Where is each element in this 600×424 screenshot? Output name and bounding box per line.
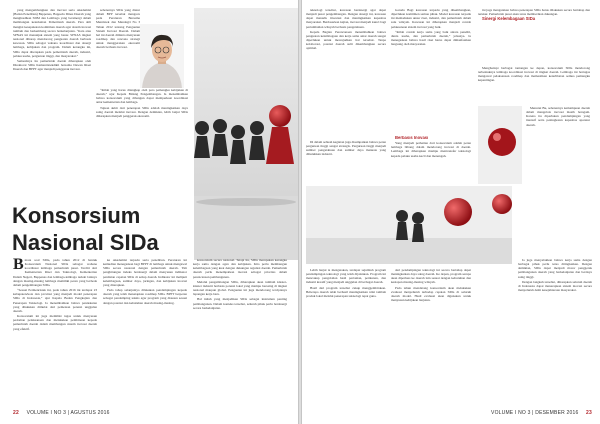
paragraph: Pada tahun mendatang konsorsium akan melakukan evaluasi menyeluruh terhadap capaian SIDa di seluruh daerah model. Hasil evaluasi akan digunakan untuk menyusun kebijakan lanjutan.	[391, 285, 471, 303]
pawns-photo-base	[194, 196, 298, 260]
paragraph: Hal inilah yang menjadikan SIDa sebagai instrumen penting pembangunan. Dalam konteks tersebut, seluruh pihak perlu bersinergi secara berkelanjutan.	[193, 297, 287, 310]
paragraph: Di dalam sebuah kegiatan juga disampaikan bahwa peran perguruan tinggi sangat strategis. Perguruan tinggi menjadi sumber pengetahuan dan sumber daya manusia yang dibutuhkan industri.	[306, 140, 386, 157]
portrait-photo	[140, 24, 184, 88]
left-column-2-mid	[96, 88, 188, 196]
left-column-2-top	[96, 8, 140, 88]
paragraph	[13, 258, 97, 287]
paragraph: Semestinya itu pemerintah daerah diharapkan oleh Direktorat SIDa Kemenristekdikti bersama Dewan Riset Daerah dan BPPT agar menjadi penggerak inovasi.	[13, 58, 91, 72]
paragraph: Menurut Bu, sebenarnya kemampuan daerah dalam mengelola inovasi masih beragam. Karena itu diperlukan pendampingan yang intensif serta peningkatan kapasitas aparatur daerah.	[526, 106, 590, 127]
article-title-line-2: Nasional SIDa	[12, 230, 159, 255]
left-column-1-top	[13, 8, 91, 196]
center-photo	[306, 186, 512, 264]
paragraph: Melalui pengembangan SIDa, diharapkan akan tumbuh klaster-klaster industri berbasis potensi lokal yang mampu bersaing di tingkat nasional maupun global. Penguatan ini juga mendorong terciptanya lapangan kerja baru.	[193, 279, 287, 297]
section-subheading: Sinergi Kelembagaan SIDa	[482, 16, 536, 22]
paragraph: dari pendampingan teknologi ini secara bertahap dapat meningkatkan daya saing daerah. Ke depan, program serupa akan diperluas ke daerah lain sesuai dengan kebutuhan dan kesiapan masing-masing wilayah.	[391, 268, 471, 285]
paragraph: Pada tahap selanjutnya dilakukan pendampingan kepada daerah yang telah menetapkan roadmap SIDa. BPPT berperan sebagai pendamping teknis agar program yang disusun sesuai dengan potensi dan kebutuhan daerah masing-masing.	[103, 288, 187, 305]
page-number: 23	[586, 410, 592, 416]
paragraph: Ia juga menyebutkan bahwa kerja sama dengan berbagai pihak perlu terus ditingkatkan. Dengan demikian, SIDa dapat menjadi motor penggerak pembangunan daerah yang berkelanjutan dan berdaya saing tinggi.	[518, 258, 592, 279]
pawns-photo	[194, 8, 298, 196]
paragraph: Yang menjadi perhatian dari konsorsium adalah peran lembaga litbang dalam mendorong inovasi di daerah. Lembaga ini diharapkan mampu mentransfer teknologi kepada pelaku usaha kecil dan menengah.	[391, 141, 471, 158]
footer-label: VOLUME I NO 3 | DESEMBER 2016	[491, 410, 579, 416]
paragraph: Dengan langkah tersebut, diharapkan seluruh daerah di Indonesia dapat menerapkan sistem inovasi secara menyeluruh demi kesejahteraan masyarakat.	[518, 279, 592, 293]
paragraph: Tujuan akhir dari penerapan SIDa adalah meningkatkan daya saing daerah melalui inovasi. Dengan demikian, lebih lanjut SIDa diharapkan menjadi penggerak ekonomi.	[96, 105, 188, 118]
cover-photo	[194, 8, 298, 196]
right-column-3-bottom	[518, 258, 592, 398]
article-title-line-1: Konsorsium	[12, 203, 141, 228]
paragraph: “Sesuai Permenristek ini, pada tahun 2016 ini terdapat 23 kabupaten/kota dan provinsi yang menjadi model penerapan SIDa di Indonesia,” ujar Kepala Badan Pengkajian dan Penerapan Teknologi. Ia menambahkan bahwa pendekatan yang dilakukan dimulai dari pemetaan potensi unggulan daerah.	[13, 288, 97, 313]
right-column-1-mid	[306, 140, 386, 182]
right-column-3-mid	[526, 106, 590, 254]
right-column-1-top	[306, 8, 386, 132]
right-column-2-bottom	[391, 268, 471, 398]
red-ball-image	[478, 106, 522, 184]
paragraph: Kepala Bagian Perencanaan menambahkan bahwa penguatan kelembagaan dan kerja sama antar daerah sangat diperlukan untuk mewujudkan hal tersebut. Tanpa kolaborasi, potensi daerah sulit dikembangkan secara optimal.	[306, 29, 386, 51]
paragraph: ini juga mengatakan bahwa penerapan SIDa harus dilakukan secara bertahap dan terukur. Pemerintah pusat akan terus memberikan dukungan.	[478, 8, 590, 17]
left-footer	[13, 410, 110, 416]
paragraph: ke Akademisi terpadu serta penelitian. Peraturan ini kemudian menegaskan bagi BPPT di lembaga untuk mengawal SIDa secara nasional dengan pemerintah daerah. Tim penghitungan indeks bersinergi dalam menyusun indikator penilaian capaian SIDa di setiap daerah. Indikator ini meliputi kelembagaan, sumber daya, jaringan, dan kebijakan inovasi yang diterapkan.	[103, 258, 187, 287]
left-column-3-bottom	[193, 258, 287, 396]
right-column-3-upper	[478, 66, 590, 106]
right-footer	[491, 410, 592, 416]
right-column-2-mid	[391, 136, 471, 182]
paragraph: Garuda Bagi kawasan terpadu yang dikembangkan, diperlukan komitmen semua pihak. Model kawasan terpadu ini memadukan unsur riset, industri, dan pemerintah dalam satu wilayah. Kawasan ini diharapkan menjadi contoh pelaksanaan sistem inovasi yang baik.	[391, 8, 471, 29]
right-column-1-bottom	[306, 268, 386, 398]
dropcap: B	[13, 258, 24, 273]
article-title	[12, 202, 192, 256]
paragraph-lead: ntara soal SIDa, pada tahun 2012 di bentuk Konsorsium Nasional SIDa sebagai wahana koordinasi lembaga pemerintah pusat. Terdiri dari Kementerian Riset dan Teknologi, Kementerian Dalam Negeri, Bappenas dan lembaga-lembaga terkait lainnya dengan masing-masing lembaga memiliki peran yang berbeda dalam pengembangan SIDa.	[13, 258, 97, 287]
paragraph: Lebih lanjut ia mengatakan, terdapat sejumlah program pendampingan teknologi yang telah dijalankan. Program ini mencakup pengolahan hasil pertanian, perikanan, dan industri kreatif yang menjadi unggulan di berbagai daerah.	[306, 268, 386, 285]
left-page	[0, 0, 298, 424]
paragraph: sebenarnya SIDa yang diatur dalam BPP tersebut mengacu pada Peraturan Bersama Menristek dan Mendagri No 3 Tahun 2012 tentang Penguatan Sistem Inovasi Daerah. Dalam hal ini daerah diminta menyusun roadmap dan rencana strategi untuk menggerakan ekonomi daerah berbasis inovasi.	[96, 8, 140, 50]
person-portrait-image	[140, 24, 184, 88]
paragraph: Hasil dari program tersebut cukup menggembirakan. Beberapa daerah telah berhasil meningkatkan nilai tambah produk lokal melalui penerapan teknologi tepat guna.	[306, 285, 386, 298]
left-column-1-bottom	[13, 258, 97, 396]
cover-photo-bottom	[194, 196, 298, 260]
paragraph: teknologi tersebut, kawasan bersinergi agar dapat menjadi pusat pengembangan. Dengan sinergi ini, kawasan dapat menarik investasi dan meningkatkan kapasitas masyarakat. Berdasarkan kajian, inovasi menjadi kunci bagi pertumbuhan wilayah berbasis pengetahuan.	[306, 8, 386, 29]
right-page	[302, 0, 600, 424]
paragraph: konsorsium secara nasional. Tetapi itu, SIDa merupakan kerangka kerja sama dengan agen dan kebijakan. Kita perlu membangun kelembagaan yang kuat dengan dukungan regulasi daerah. Pemerintah daerah perlu menempatkan inovasi sebagai prioritas dalam perencanaan pembangunan.	[193, 258, 287, 279]
section-subheading: Berbasis Inovasi	[395, 136, 429, 140]
paragraph: “Inilah contoh kerja sama yang baik antara peneliti, dunia usaha, dan pemerintah daerah,” jelasnya. Ia menegaskan bahwa hasil riset harus dapat dimanfaatkan langsung oleh masyarakat.	[391, 29, 471, 47]
right-column-3-top	[478, 8, 590, 66]
right-column-2-top	[391, 8, 471, 132]
page-number: 22	[13, 410, 19, 416]
paragraph: “Inilah yang harus ditangkap oleh para pemangku kebijakan di daerah,” ujar Kepala Bidang Pengembangan. Ia menambahkan bahwa konsorsium yang dibangun dapat memperkuat koordinasi antar kementerian dan lembaga.	[96, 88, 188, 105]
footer-label: VOLUME I NO 3 | AGUSTUS 2016	[26, 410, 110, 416]
paragraph: yang mengembangkan dan inovasi serta Akademisi (Badan Penelitian) Bappenas, Bappeda Dinas Daerah yang menghasilkan SDM dan Lembaga yang bersinergi dalam membangun keterkaitan Pemerintah daerah. Para ahli mengisi kesepakatan komitmen daerah agar sistem inovasi tumbuh dan berkembang secara berkelanjutan. “Kata atau SPNAS ini menunjuk sistem yang benar. SPNAS tingkat nasional diharap mendorong penguatan daerah berbasis kawasan. SIDa sebagai wahana koordinasi dan sinergi lembaga, kebijakan dan program. Dalam kerangka ini, SIDa dapat diterapkan pada pemerintah daerah, industri, pelaku usaha, perguruan tinggi, dan masyarakat.”	[13, 8, 91, 58]
paragraph: Menghadapi berbagai tantangan ke depan, konsorsium SIDa mendorong terbentuknya lembaga koordinasi inovasi di tingkat daerah. Lembaga ini bertugas mengawal pelaksanaan roadmap dan memastikan keterlibatan semua pemangku kepentingan.	[478, 66, 590, 83]
paragraph: Konsorsium ini juga memiliki tugas untuk menyusun pedoman pelaksanaan dan melakukan pembinaan kepada pemerintah daerah dalam membangun sistem inovasi daerah yang efektif.	[13, 314, 97, 331]
right-photo	[478, 106, 522, 184]
left-column-2-bottom	[103, 258, 187, 396]
red-ball-pawns-image	[306, 186, 512, 264]
